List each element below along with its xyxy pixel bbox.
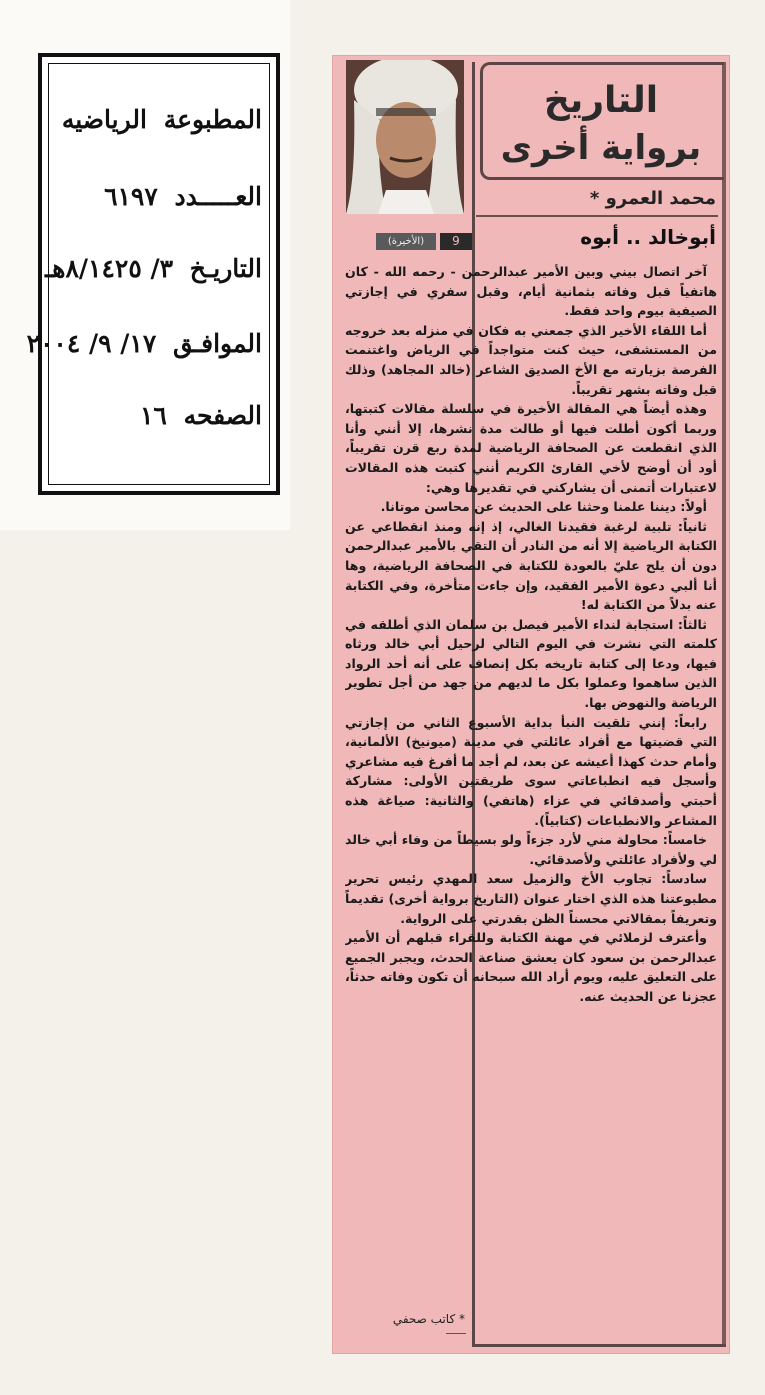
publication-stamp bbox=[26, 53, 280, 495]
article-paragraph: ثالثاً: استجابة لنداء الأمير فيصل بن سلمان الذي أطلقه في كلمته التي نشرت في اليوم التالي لرحيل أبي خالد ورثاه فيها، ودعا إلى كتابة تاريخه بكل إنصاف على أنه أحد الرواد الذين ساهموا وعملوا بكل ما لديهم من جهد من أجل تطوير الرياضة والنهوض بها. bbox=[345, 616, 717, 711]
column-frame-right bbox=[722, 62, 726, 1347]
stamp-publication-value: الرياضيه bbox=[61, 105, 147, 134]
stamp-hijri-date-row bbox=[44, 254, 262, 294]
article-paragraph: رابعاً: إنني تلقيت النبأ بداية الأسبوع الثاني من إجازتي التي قضيتها مع أفراد عائلتي في مدينة (ميونيخ) الألمانية، وأمام حدث كهذا أعيشه عن بعد، لم أجد ما أفرغ فيه مشاعري وأسجل فيه انطباعاتي سوى طريقتين الأولى: مشاركة أحبتي وأصدقائي في عزاء (هاتفي) والثانية: صياغة هذه المشاعر والانطباعات (كتابياً). bbox=[345, 714, 717, 828]
stamp-gregorian-date-label: الموافـق bbox=[172, 329, 262, 358]
article-paragraph: آخر اتصال بيني وبين الأمير عبدالرحمن - رحمه الله - كان هاتفياً قبل وفاته بثمانية أيام، وقبل سفري في إجازتي الصيفية بيوم واحد فقط. bbox=[345, 264, 717, 319]
stamp-gregorian-date-value: ١٧/ ٩/ ٢٠٠٤ bbox=[26, 329, 157, 358]
article-paragraph: خامساً: محاولة مني لأرد جزءاً ولو بسيطاً من وفاء أبي خالد لي ولأفراد عائلتي ولأصدقائي. bbox=[345, 832, 717, 867]
article-paragraph: سادساً: تجاوب الأخ والزميل سعد المهدي رئيس تحرير مطبوعتنا هذه الذي اختار عنوان (التاريخ برواية أخرى) تقديماً وتعريفاً بمقالاتي محسناً الظن بقدرتي على الرواية. bbox=[345, 871, 717, 926]
article-paragraph: وأعترف لزملائي في مهنة الكتابة وللقراء قبلهم أن الأمير عبدالرحمن بن سعود كان يعشق صناعة الحدث، ويجبر الجميع على التعليق عليه، ويوم أراد الله سبحانه أن تكون وفاته حدثاً، عجزنا عن الحديث عنه. bbox=[345, 930, 717, 1004]
article-paragraph: أولاً: ديننا علمنا وحثنا على الحديث عن محاسن موتانا. bbox=[380, 499, 707, 515]
stamp-page-label: الصفحه bbox=[183, 401, 262, 430]
article-paragraph: وهذه أيضاً هي المقالة الأخيرة في سلسلة مقالات كتبتها، وربما أكون أطلت فيها أو طالت مدة نشرها، إلا أنني وأنا الذي انقطعت عن الصحافة الرياضية لمدة ربع قرن تقريباً، أود أن أوضح لأخي القارئ الكريم أنني كتبت هذه المقالات لاعتبارات أتمنى أن يشاركني في تقديرها وهي: bbox=[345, 401, 717, 495]
stamp-hijri-date-label: التاريـخ bbox=[189, 254, 262, 283]
column-frame-bottom bbox=[472, 1344, 726, 1347]
author-footnote: * كاتب صحفي bbox=[392, 1312, 465, 1326]
stamp-gregorian-date-row bbox=[26, 329, 262, 369]
stamp-issue-label: العـــــدد bbox=[174, 182, 262, 211]
stamp-publication-label: المطبوعة bbox=[163, 105, 262, 134]
column-title-line1: التاريخ bbox=[543, 80, 659, 121]
article-body bbox=[345, 262, 717, 1312]
stamp-issue-row bbox=[54, 182, 262, 222]
author-divider bbox=[476, 215, 718, 217]
article-paragraph: أما اللقاء الأخير الذي جمعني به فكان في منزله بعد خروجه من المستشفى، حيث كنت متواجداً في الرياض واغتنمت الفرصة بزيارته مع الأخ الصديق الشاعر (خالد المجاهد) وذلك قبل وفاته بشهر تقريباً. bbox=[345, 322, 717, 397]
author-photo bbox=[346, 60, 464, 214]
stamp-page-row bbox=[54, 401, 262, 441]
column-title-line2: برواية أخرى bbox=[500, 128, 702, 168]
page-number-badge: 9 bbox=[440, 233, 472, 250]
section-badge: (الأخيرة) bbox=[376, 233, 436, 250]
author-name: محمد العمرو * bbox=[589, 188, 716, 209]
article-headline: أبوخالد .. أبوه bbox=[580, 225, 716, 249]
stamp-publication-row bbox=[54, 105, 262, 145]
stamp-page-value: ١٦ bbox=[139, 401, 167, 430]
stamp-hijri-date-value: ٣/ ٨/١٤٢٥هـ bbox=[44, 254, 174, 283]
article-paragraph: ثانياً: تلبية لرغبة فقيدنا الغالي، إذ إنه ومنذ انقطاعي عن الكتابة الرياضية إلا أنه من النادر أن التقي بالأمير عبدالرحمن دون أن يلح عليّ بالعودة للكتابة في الصحافة الرياضية، وها أنا ألبي دعوة الأمير الفقيد، وإن جاءت متأخرة، وفي الكتابة عنه بدلاً من الكتابة له! bbox=[345, 518, 717, 613]
stamp-issue-value: ٦١٩٧ bbox=[104, 182, 158, 211]
footnote-rule bbox=[446, 1333, 466, 1334]
